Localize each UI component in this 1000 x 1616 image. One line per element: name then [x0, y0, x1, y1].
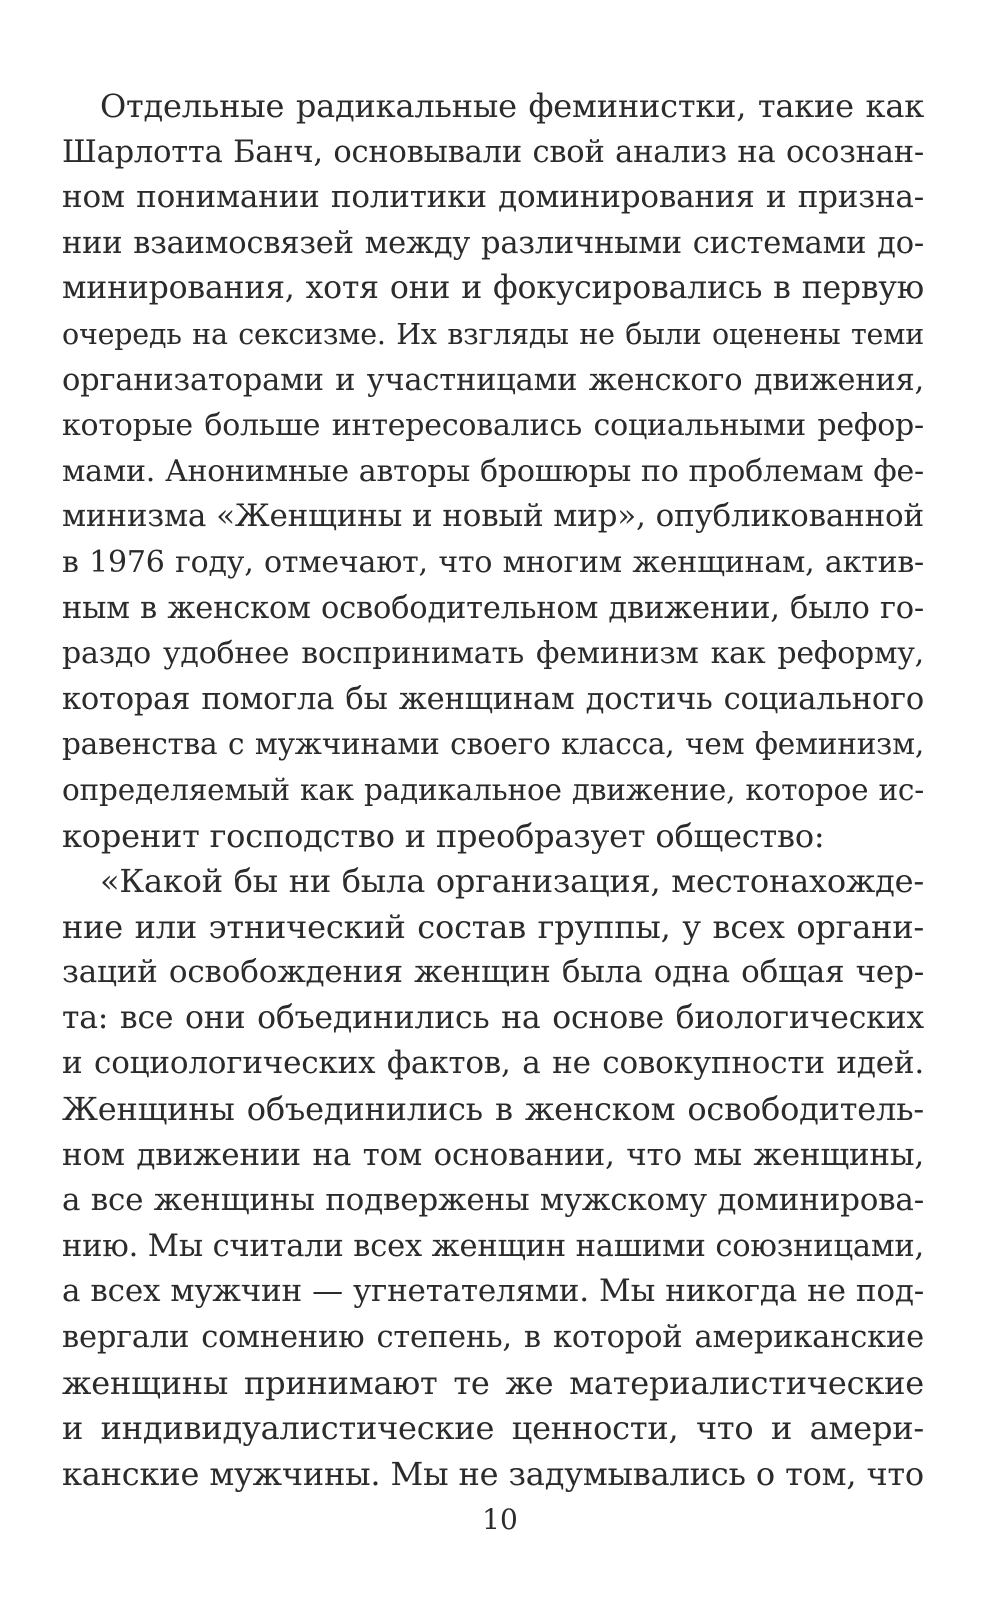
text-line: женщины принимают те же материалистические — [62, 1363, 924, 1402]
text-line: которая помогла бы женщинам достичь социального — [62, 681, 924, 717]
page-body — [62, 84, 924, 1497]
page-number: 10 — [482, 1503, 518, 1536]
text-line: раздо удобнее воспринимать феминизм как реформу, — [62, 636, 924, 672]
text-line: минизма «Женщины и новый мир», опубликованной — [62, 498, 924, 535]
text-line: ном понимании политики доминирования и призна- — [62, 179, 924, 216]
text-line: канские мужчины. Мы не задумывались о том, что — [62, 1454, 924, 1493]
text-line: Женщины объединились в женском освободитель- — [62, 1090, 924, 1129]
text-line: в 1976 году, отмечают, что многим женщинам, актив- — [62, 544, 924, 580]
text-line: и индивидуалистические ценности, что и амери- — [62, 1409, 924, 1448]
text-line: вергали сомнению степень, в которой американские — [62, 1320, 924, 1356]
text-line: ном движении на том основании, что мы женщины, — [62, 1136, 924, 1173]
text-line: и социологических фактов, а не совокупности идей. — [62, 1045, 924, 1082]
paragraph-1 — [62, 84, 924, 859]
text-line: коренит господство и преобразует общество: — [62, 816, 825, 855]
text-line: «Какой бы ни была организация, местонахожде- — [100, 862, 924, 901]
text-line: ным в женском освободительном движении, было го- — [62, 590, 924, 626]
text-line: мами. Анонимные авторы брошюры по проблемам фе- — [62, 453, 924, 489]
text-line: Шарлотта Банч, основывали свой анализ на осознан- — [62, 134, 924, 170]
text-line: Отдельные радикальные феминистки, такие как — [100, 87, 924, 125]
text-line: очередь на сексизме. Их взгляды не были оценены теми — [62, 317, 924, 351]
text-line: минирования, хотя они и фокусировались в первую — [62, 270, 924, 307]
text-line: а всех мужчин — угнетателями. Мы никогда не под- — [62, 1273, 924, 1310]
text-line: которые больше интересовались социальными рефор- — [62, 408, 924, 444]
text-line: организаторами и участницами женского движения, — [62, 362, 924, 398]
text-line: та: все они объединились на основе биологических — [62, 999, 924, 1036]
text-line: заций освобождения женщин была одна общая чер- — [62, 954, 924, 991]
text-line: определяемый как радикальное движение, которое ис- — [62, 772, 924, 807]
text-line: равенства с мужчинами своего класса, чем феминизм, — [62, 727, 924, 762]
paragraph-2 — [62, 859, 924, 1497]
text-line: ние или этнический состав группы, у всех органи- — [62, 907, 924, 946]
text-line: нию. Мы считали всех женщин нашими союзницами, — [62, 1228, 924, 1264]
text-line: нии взаимосвязей между различными системами до- — [62, 225, 924, 261]
text-line: а все женщины подвержены мужскому доминирова- — [62, 1182, 924, 1219]
